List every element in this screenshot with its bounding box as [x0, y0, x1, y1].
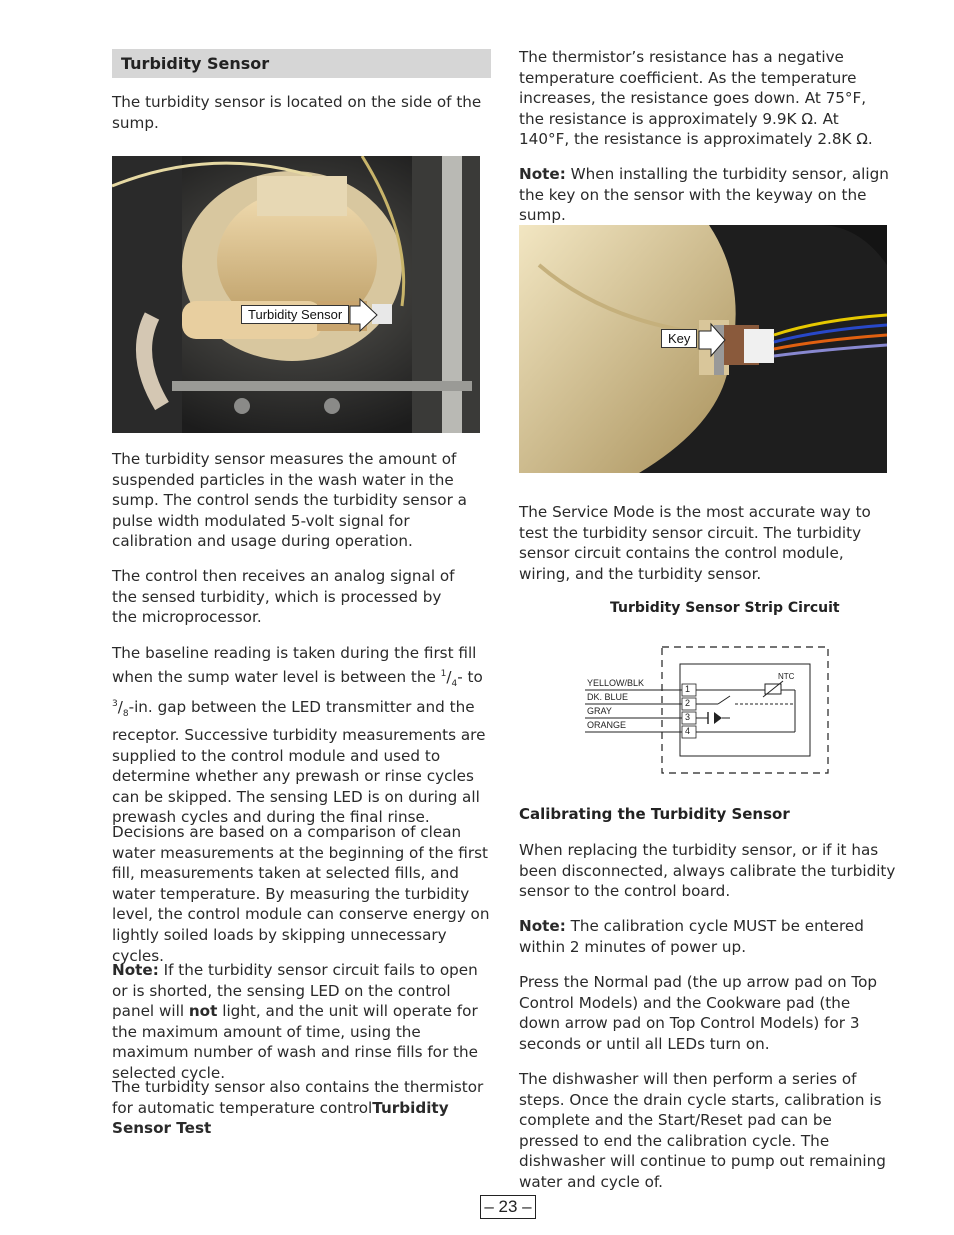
note-not: not: [188, 1002, 218, 1021]
paragraph-note-key: [519, 164, 899, 226]
pin-label-3: 3: [685, 712, 691, 722]
ntc-label: NTC: [778, 672, 795, 681]
circuit-schematic: [580, 640, 840, 780]
turbidity-sensor-callout: Turbidity Sensor: [241, 305, 349, 324]
diagram-title: Turbidity Sensor Strip Circuit: [610, 600, 840, 616]
paragraph-service-mode: The Service Mode is the most accurate way to test the turbidity sensor circuit. The turbidity sensor circuit contains the control module, wiring, and the turbidity sensor.: [519, 503, 871, 583]
fraction-2-denominator: 8: [122, 709, 129, 720]
intro-paragraph: The turbidity sensor is located on the side of the sump.: [112, 93, 482, 132]
paragraph-steps: The dishwasher will then perform a series of steps. Once the drain cycle starts, calibration is complete and the Start/Reset pad can be pressed to end the calibration cycle. The dishwasher will continue to pump out remaining water and cycle of.: [519, 1070, 886, 1191]
strip-circuit-diagram: [580, 640, 840, 780]
paragraph-thermistor-resistance: The thermistor’s resistance has a negative temperature coefficient. As the temperature increases, the resistance goes down. At 75°F, the resistance is approximately 9.9K Ω. At 140°F, the resistance is approximately 2.8K Ω.: [519, 48, 873, 149]
sump-photo-illustration: [112, 156, 480, 433]
note-calibration-text: The calibration cycle MUST be entered within 2 minutes of power up.: [519, 917, 864, 956]
page-number: – 23 –: [480, 1195, 536, 1219]
section-title: Turbidity Sensor: [121, 54, 270, 73]
note-label-calibration: Note:: [519, 917, 566, 935]
paragraph-analog-signal: The control then receives an analog signal of the sensed turbidity, which is processed by the microprocessor.: [112, 567, 455, 627]
baseline-text-c: -in. gap between the LED transmitter and the receptor. Successive turbidity measurements are supplied to the control module and used to determine whether any prewash or rinse cycles can be skipped. The sensing LED is on during all prewash cycles and during the final rinse.: [112, 698, 486, 827]
note-label-key: Note:: [519, 165, 566, 183]
wire-label-gray: GRAY: [587, 706, 612, 716]
pin-label-2: 2: [685, 698, 691, 708]
wire-label-yellow-blk: YELLOW/BLK: [587, 678, 645, 688]
paragraph-calibrate: When replacing the turbidity sensor, or if it has been disconnected, always calibrate the turbidity sensor to the control board.: [519, 841, 896, 901]
paragraph-note-circuit: [112, 960, 490, 1084]
pin-label-1: 1: [685, 684, 691, 694]
paragraph-baseline: The baseline reading is taken during the first fill when the sump water level is between the $^1/_4-$ to $^3/_8-in$. gap between the LED transmitter and the receptor. Successive turbidity measurements are supplied to the control module and used to determine whether any prewash or rinse cycles can be skipped. The sensing LED is on during all prewash cycles and during the final rinse.: [112, 644, 486, 827]
paragraph-note-calibration: [519, 916, 899, 957]
sensor-key-photo: [519, 225, 887, 473]
wire-label-dk-blue: DK. BLUE: [587, 692, 629, 702]
fraction-1-numerator: 1: [440, 668, 447, 679]
key-photo-illustration: [519, 225, 887, 473]
paragraph-press-pads: Press the Normal pad (the up arrow pad on Top Control Models) and the Cookware pad (the down arrow pad on Top Control Models) for 3 seconds or until all LEDs turn on.: [519, 973, 878, 1053]
thermistor-text: The turbidity sensor also contains the thermistor for automatic temperature control: [112, 1078, 484, 1117]
turbidity-sensor-photo: [112, 156, 480, 433]
note-text-b: light, and the unit will operate for the maximum amount of time, using the maximum number of wash and rinse fills for the selected cycle.: [112, 1002, 478, 1082]
key-callout: Key: [661, 329, 697, 348]
note-key-text: When installing the turbidity sensor, align the key on the sensor with the keyway on the sump.: [519, 165, 889, 225]
fraction-1-denominator: 4: [451, 678, 458, 689]
wire-label-orange: ORANGE: [587, 720, 627, 730]
paragraph-thermistor-intro: [112, 1077, 490, 1139]
fraction-2-numerator: 3: [112, 699, 118, 710]
pin-label-4: 4: [685, 726, 691, 736]
turbidity-sensor-test-heading: Turbidity Sensor Test: [112, 1098, 449, 1138]
note-label: Note:: [112, 961, 159, 979]
paragraph-measures: The turbidity sensor measures the amount of suspended particles in the wash water in the sump. The control sends the turbidity sensor a pulse width modulated 5-volt signal for calibration and usage during operation.: [112, 450, 467, 551]
calibration-heading: Calibrating the Turbidity Sensor: [519, 805, 790, 823]
baseline-text-b: - to: [457, 667, 483, 686]
paragraph-decisions: Decisions are based on a comparison of clean water measurements at the beginning of the first fill, measurements taken at selected fills, and water temperature. By measuring the turbidity level, the control module can conserve energy on lightly soiled loads by skipping unnecessary cycles.: [112, 823, 490, 965]
baseline-text-a: The baseline reading is taken during the first fill when the sump water level is between the: [112, 644, 477, 686]
note-text-a: If the turbidity sensor circuit fails to open or is shorted, the sensing LED on the control panel will: [112, 961, 478, 1021]
